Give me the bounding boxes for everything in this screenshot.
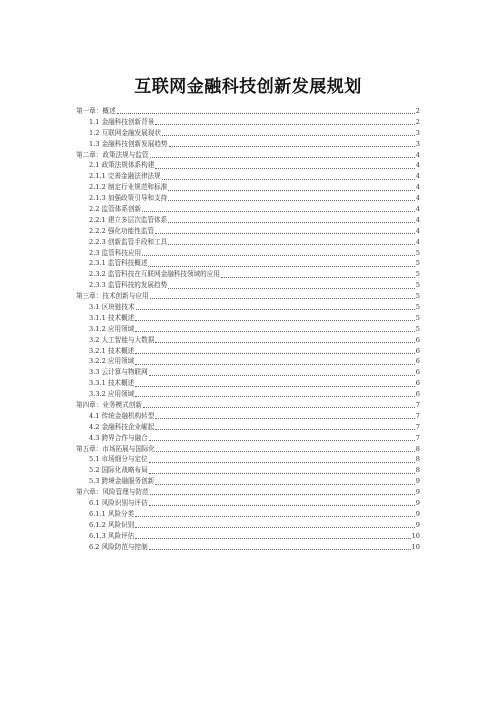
toc-entry-page-number: 5 <box>415 281 420 290</box>
toc-entry-page-number: 10 <box>411 531 420 540</box>
toc-dot-leader <box>168 222 415 223</box>
toc-entry[interactable] <box>76 117 420 128</box>
toc-entry-label: 4.1 传统金融机构转型 <box>89 411 155 420</box>
toc-entry-page-number: 4 <box>415 161 420 170</box>
toc-entry-page-number: 9 <box>415 520 420 529</box>
toc-dot-leader <box>135 320 415 321</box>
toc-entry-label: 2.1.3 加强政策引导和支持 <box>89 194 168 203</box>
toc-entry[interactable] <box>76 346 420 357</box>
toc-entry-page-number: 7 <box>415 422 420 431</box>
toc-entry-page-number: 8 <box>415 444 420 453</box>
toc-entry-page-number: 9 <box>415 509 420 518</box>
toc-entry-label: 5.1 市场细分与定位 <box>89 455 148 464</box>
toc-dot-leader <box>168 288 415 289</box>
toc-dot-leader <box>155 342 414 343</box>
toc-entry-page-number: 5 <box>415 324 420 333</box>
toc-entry-page-number: 4 <box>415 205 420 213</box>
toc-entry-label: 2.3.3 监管科技的发展趋势 <box>89 281 168 290</box>
toc-entry[interactable] <box>76 411 420 422</box>
toc-dot-leader <box>221 277 415 278</box>
toc-dot-leader <box>148 266 414 267</box>
toc-entry[interactable] <box>76 444 420 455</box>
toc-dot-leader <box>156 451 415 452</box>
toc-entry-page-number: 9 <box>415 499 420 508</box>
toc-entry-page-number: 5 <box>415 259 420 268</box>
toc-entry[interactable] <box>76 378 420 389</box>
toc-entry[interactable] <box>76 248 420 259</box>
toc-entry[interactable] <box>76 139 420 150</box>
toc-entry-page-number: 4 <box>415 194 420 203</box>
toc-entry[interactable] <box>76 313 420 324</box>
toc-entry-label: 1.2 互联网金融发展现状 <box>89 128 161 137</box>
toc-entry[interactable] <box>76 182 420 193</box>
toc-entry-page-number: 6 <box>415 357 420 366</box>
toc-entry-page-number: 8 <box>415 466 420 475</box>
toc-entry-page-number: 10 <box>411 542 420 551</box>
toc-entry-label: 第一章：概述 <box>76 106 116 115</box>
toc-entry[interactable] <box>76 291 420 302</box>
toc-entry-page-number: 4 <box>415 237 420 246</box>
toc-entry-label: 3.3 云计算与物联网 <box>89 368 148 377</box>
toc-entry-page-number: 5 <box>415 303 420 312</box>
toc-entry-label: 3.2 人工智能与大数据 <box>89 335 155 344</box>
toc-entry-page-number: 2 <box>415 106 420 115</box>
toc-dot-leader <box>155 168 414 169</box>
toc-dot-leader <box>155 233 415 234</box>
toc-entry[interactable] <box>76 280 420 291</box>
toc-entry-label: 2.1 政策法规体系构建 <box>89 161 155 170</box>
toc-dot-leader <box>135 331 415 332</box>
toc-entry-page-number: 3 <box>415 139 420 148</box>
toc-dot-leader <box>150 157 415 158</box>
toc-entry-label: 3.1 区块链技术 <box>89 303 135 312</box>
toc-entry[interactable] <box>76 509 420 520</box>
toc-dot-leader <box>162 179 415 180</box>
toc-entry[interactable] <box>76 258 420 269</box>
toc-entry[interactable] <box>76 520 420 531</box>
toc-entry[interactable] <box>76 226 420 237</box>
toc-entry-label: 6.2 风险防范与控制 <box>89 542 148 551</box>
toc-dot-leader <box>149 440 415 441</box>
toc-entry[interactable] <box>76 531 420 542</box>
toc-entry[interactable] <box>76 106 420 117</box>
toc-entry[interactable] <box>76 498 420 509</box>
toc-entry-label: 第三章：技术创新与应用 <box>76 292 149 301</box>
toc-dot-leader <box>168 200 415 201</box>
toc-entry-page-number: 5 <box>415 248 420 257</box>
toc-dot-leader <box>155 484 414 485</box>
toc-entry-label: 2.2.2 强化功能性监管 <box>89 226 155 235</box>
toc-entry-label: 2.2.1 建立多层次监管体系 <box>89 215 168 224</box>
toc-dot-leader <box>142 255 415 256</box>
toc-entry-label: 第四章：业务模式创新 <box>76 401 142 410</box>
toc-entry-page-number: 5 <box>415 270 420 279</box>
toc-entry[interactable] <box>76 487 420 498</box>
toc-entry-label: 2.1.2 制定行业规范和标准 <box>89 183 168 192</box>
toc-dot-leader <box>149 549 411 550</box>
toc-dot-leader <box>169 146 415 147</box>
toc-dot-leader <box>135 527 415 528</box>
toc-dot-leader <box>135 538 410 539</box>
toc-entry-label: 2.2 监管体系创新 <box>89 205 142 213</box>
toc-entry-page-number: 9 <box>415 488 420 497</box>
toc-entry-page-number: 4 <box>415 226 420 235</box>
toc-entry[interactable] <box>76 422 420 433</box>
toc-entry[interactable] <box>76 302 420 313</box>
toc-entry-label: 6.1 风险识别与评估 <box>89 499 148 508</box>
toc-entry[interactable] <box>76 193 420 204</box>
toc-entry-label: 6.1.3 风险评估 <box>89 531 135 540</box>
toc-entry-page-number: 9 <box>415 477 420 486</box>
toc-entry[interactable] <box>76 324 420 335</box>
toc-entry-label: 第五章：市场拓展与国际化 <box>76 444 156 453</box>
toc-entry-page-number: 6 <box>415 346 420 355</box>
toc-entry[interactable] <box>76 455 420 466</box>
toc-entry-page-number: 3 <box>415 128 420 137</box>
toc-entry-page-number: 4 <box>415 183 420 192</box>
toc-entry-page-number: 6 <box>415 335 420 344</box>
toc-entry-page-number: 4 <box>415 150 420 159</box>
toc-entry[interactable] <box>76 367 420 378</box>
toc-entry-label: 2.3.1 监管科技概述 <box>89 259 148 268</box>
toc-entry-label: 2.3.2 监管科技在互联网金融科技领域的应用 <box>89 270 220 279</box>
toc-entry-label: 3.1.2 应用领域 <box>89 324 135 333</box>
toc-entry-page-number: 5 <box>415 292 420 301</box>
toc-entry-page-number: 5 <box>415 313 420 322</box>
toc-entry-page-number: 6 <box>415 379 420 388</box>
toc-entry[interactable] <box>76 465 420 476</box>
toc-entry[interactable] <box>76 476 420 487</box>
toc-dot-leader <box>142 211 415 212</box>
toc-entry[interactable] <box>76 356 420 367</box>
toc-dot-leader <box>162 135 415 136</box>
toc-dot-leader <box>155 124 414 125</box>
toc-dot-leader <box>155 418 414 419</box>
table-of-contents <box>76 106 420 553</box>
toc-entry-label: 第二章：政策法规与监管 <box>76 150 149 159</box>
toc-dot-leader <box>149 375 415 376</box>
toc-entry-page-number: 4 <box>415 172 420 181</box>
toc-dot-leader <box>135 364 415 365</box>
toc-dot-leader <box>149 505 415 506</box>
toc-entry-label: 6.1.2 风险识别 <box>89 520 135 529</box>
toc-entry-label: 1.3 金融科技创新发展趋势 <box>89 139 168 148</box>
toc-entry[interactable] <box>76 269 420 280</box>
toc-dot-leader <box>155 429 414 430</box>
toc-entry[interactable] <box>76 204 420 215</box>
toc-entry-label: 3.3.2 应用领域 <box>89 390 135 399</box>
toc-entry-label: 4.3 跨界合作与融合 <box>89 433 148 442</box>
toc-entry-label: 4.2 金融科技企业崛起 <box>89 422 155 431</box>
toc-dot-leader <box>136 309 415 310</box>
toc-entry-label: 2.2.3 创新监管手段和工具 <box>89 237 168 246</box>
toc-dot-leader <box>150 298 415 299</box>
toc-entry-label: 6.1.1 风险分类 <box>89 509 135 518</box>
toc-entry[interactable] <box>76 171 420 182</box>
toc-entry-label: 3.3.1 技术概述 <box>89 379 135 388</box>
toc-entry-label: 3.1.1 技术概述 <box>89 313 135 322</box>
toc-entry[interactable] <box>76 150 420 161</box>
toc-entry-page-number: 8 <box>415 455 420 464</box>
toc-dot-leader <box>117 113 415 114</box>
toc-dot-leader <box>135 386 415 387</box>
toc-entry-page-number: 2 <box>415 117 420 126</box>
document-title: 互联网金融科技创新发展规划 <box>134 77 362 97</box>
toc-entry-page-number: 7 <box>415 411 420 420</box>
toc-dot-leader <box>135 516 415 517</box>
toc-dot-leader <box>135 396 415 397</box>
toc-entry-label: 3.2.2 应用领域 <box>89 357 135 366</box>
toc-dot-leader <box>168 244 415 245</box>
toc-entry-page-number: 7 <box>415 401 420 410</box>
toc-entry-page-number: 4 <box>415 215 420 224</box>
toc-entry-label: 2.3 监管科技应用 <box>89 248 142 257</box>
toc-dot-leader <box>150 494 415 495</box>
toc-entry[interactable] <box>76 128 420 139</box>
toc-entry[interactable] <box>76 160 420 171</box>
toc-entry[interactable] <box>76 237 420 248</box>
toc-entry[interactable] <box>76 400 420 411</box>
toc-entry-label: 第六章：风险管理与防范 <box>76 488 149 497</box>
toc-entry[interactable] <box>76 433 420 444</box>
toc-entry-label: 5.2 国际化战略布局 <box>89 466 148 475</box>
toc-entry-label: 5.3 跨境金融服务创新 <box>89 477 155 486</box>
toc-entry[interactable] <box>76 215 420 226</box>
toc-entry-page-number: 6 <box>415 390 420 399</box>
toc-entry-page-number: 7 <box>415 433 420 442</box>
toc-entry[interactable] <box>76 542 420 553</box>
toc-entry-label: 1.1 金融科技创新背景 <box>89 117 155 126</box>
toc-entry-label: 3.2.1 技术概述 <box>89 346 135 355</box>
toc-dot-leader <box>143 407 415 408</box>
toc-entry[interactable] <box>76 335 420 346</box>
toc-dot-leader <box>168 190 415 191</box>
toc-entry[interactable] <box>76 389 420 400</box>
toc-dot-leader <box>135 353 415 354</box>
toc-entry-page-number: 6 <box>415 368 420 377</box>
toc-entry-label: 2.1.1 完善金融法律法规 <box>89 172 161 181</box>
toc-dot-leader <box>149 473 415 474</box>
toc-dot-leader <box>149 462 415 463</box>
